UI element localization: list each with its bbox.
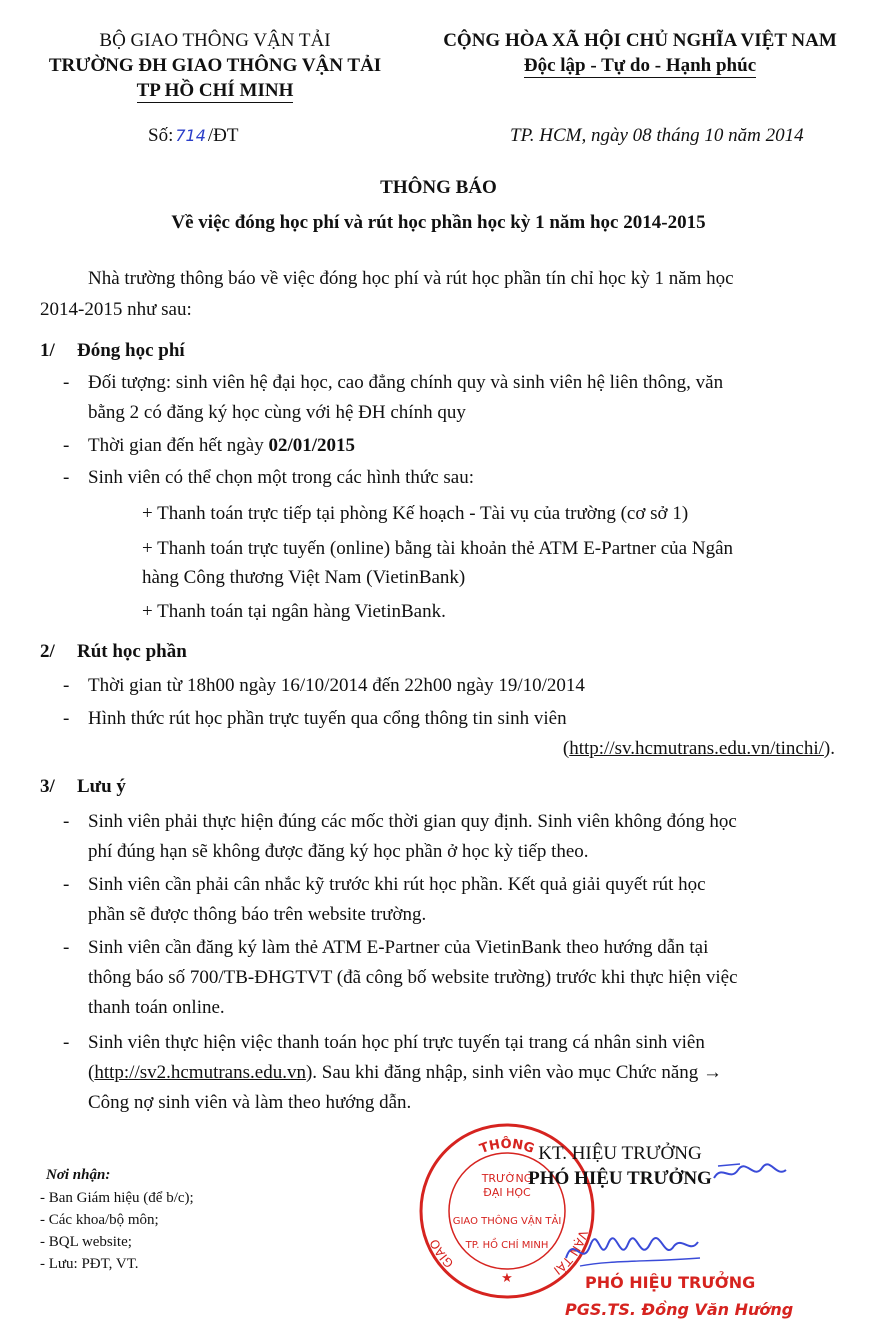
payment-option-1: + Thanh toán trực tiếp tại phòng Kế hoạch - Tài vụ của trường (cơ sở 1) [142,503,689,524]
page-subtitle: Về việc đóng học phí và rút học phần học kỳ 1 năm học 2014-2015 [171,212,706,233]
fee-deadline: 02/01/2015 [268,435,356,456]
s1-bullet-2 [88,435,355,457]
s2-bullet-2: Hình thức rút học phần trực tuyến qua cổng thông tin sinh viên [88,708,567,729]
s3-note-4-line-3: Công nợ sinh viên và làm theo hướng dẫn. [88,1092,412,1113]
s3-note-4-line-1: Sinh viên thực hiện việc thanh toán học phí trực tuyến tại trang cá nhân sinh viên [88,1032,705,1053]
section-3-number: 3/ [40,776,55,797]
seal-ring-top: THÔNG [477,1136,537,1157]
s3-note-3-line-1: Sinh viên cần đăng ký làm thẻ ATM E-Partner của VietinBank theo hướng dẫn tại [88,937,709,958]
bullet-dash: - [63,1032,70,1053]
bullet-dash: - [63,372,70,393]
recipient-item: - BQL website; [40,1234,132,1250]
seal-ring-right: VẬN TẢI [551,1228,591,1278]
recipient-item: - Các khoa/bộ môn; [40,1212,159,1228]
star-icon: ★ [501,1271,513,1286]
seal-inner-1: TRƯỜNG [481,1172,533,1185]
link-paren-open: ( [562,738,570,759]
section-1-number: 1/ [40,340,55,361]
bullet-dash: - [63,435,70,456]
intro-line-2: 2014-2015 như sau: [40,299,192,320]
s1-bullet-3: Sinh viên có thể chọn một trong các hình thức sau: [88,467,474,488]
signature-role-1: KT. HIỆU TRƯỞNG [538,1143,702,1164]
s1-bullet-1-line-1: Đối tượng: sinh viên hệ đại học, cao đẳng chính quy và sinh viên hệ liên thông, văn [88,372,724,393]
link-paren-close: ). [823,738,835,759]
payment-option-2-line-1: + Thanh toán trực tuyến (online) bằng tài khoản thẻ ATM E-Partner của Ngân [142,538,734,559]
s3-note-2-line-2: phần sẽ được thông báo trên website trường. [88,904,427,925]
school-city [40,80,390,102]
credit-portal-link[interactable]: http://sv.hcmutrans.edu.vn/tinchi/ [569,738,824,759]
s3-note-3-line-2: thông báo số 700/TB-ĐHGTVT (đã công bố website trường) trước khi thực hiện việc [88,967,738,988]
section-3-heading: Lưu ý [77,776,126,797]
seal-inner-2: ĐẠI HỌC [483,1186,531,1199]
payment-option-2-line-2: hàng Công thương Việt Nam (VietinBank) [142,567,466,588]
bullet-dash: - [63,708,70,729]
intro-line-1: Nhà trường thông báo về việc đóng học phí và rút học phần tín chỉ học kỳ 1 năm học [88,268,734,289]
payment-option-3: + Thanh toán tại ngân hàng VietinBank. [142,601,446,622]
document-number [148,125,239,147]
s3-note-1-line-1: Sinh viên phải thực hiện đúng các mốc thời gian quy định. Sinh viên không đóng học [88,811,737,832]
seal-ring-left: GIAO [427,1236,457,1271]
number-suffix: /ĐT [207,125,239,146]
seal-inner-3: GIAO THÔNG VẬN TẢI [452,1216,562,1227]
country-name: CỘNG HÒA XÃ HỘI CHỦ NGHĨA VIỆT NAM [443,30,837,51]
bullet-dash: - [63,874,70,895]
bullet-dash: - [63,467,70,488]
number-handwritten: 714 [175,126,206,145]
section-2-heading: Rút học phần [77,641,187,662]
s3-note-1-line-2: phí đúng hạn sẽ không được đăng ký học phần ở học kỳ tiếp theo. [88,841,589,862]
handwritten-signature-icon [560,1228,710,1273]
motto-text: Độc lập - Tự do - Hạnh phúc [523,55,757,76]
bullet-dash: - [63,675,70,696]
initials-signature-icon [710,1158,790,1188]
section-2-number: 2/ [40,641,55,662]
bullet-dash: - [63,811,70,832]
school-name: TRƯỜNG ĐH GIAO THÔNG VẬN TẢI [48,55,382,76]
section-1-heading: Đóng học phí [77,340,185,361]
s1-bullet-1-line-2: bằng 2 có đăng ký học cùng với hệ ĐH chính quy [88,402,466,423]
recipient-item: - Lưu: PĐT, VT. [40,1256,139,1272]
recipient-item: - Ban Giám hiệu (để b/c); [40,1190,194,1206]
page-title: THÔNG BÁO [380,177,497,198]
s2-bullet-1: Thời gian từ 18h00 ngày 16/10/2014 đến 22h00 ngày 19/10/2014 [88,675,585,696]
s1-bullet-2-text: Thời gian đến hết ngày [88,435,269,456]
seal-inner-4: TP. HỒ CHÍ MINH [465,1240,549,1251]
s2-link-line [563,738,835,760]
recipients-title: Nơi nhận: [46,1167,111,1183]
s3-note-3-line-3: thanh toán online. [88,997,225,1018]
place-date: TP. HCM, ngày 08 tháng 10 năm 2014 [510,125,804,146]
number-prefix: Số: [148,125,174,146]
signer-name: PGS.TS. Đồng Văn Hướng [565,1300,794,1319]
motto [415,55,865,77]
ministry-name: BỘ GIAO THÔNG VẬN TẢI [99,30,331,51]
student-portal-link[interactable]: http://sv2.hcmutrans.edu.vn [94,1062,306,1083]
signature-role-2: PHÓ HIỆU TRƯỞNG [528,1168,712,1189]
link-paren-open: ( [88,1062,95,1083]
s3-note-2-line-1: Sinh viên cần phải cân nhắc kỹ trước khi rút học phần. Kết quả giải quyết rút học [88,874,706,895]
s3-note-4-rest: ). Sau khi đăng nhập, sinh viên vào mục Chức năng → [305,1062,723,1083]
school-city-text: TP HỒ CHÍ MINH [136,80,294,101]
s3-note-4-line-2 [88,1062,722,1084]
bullet-dash: - [63,937,70,958]
stamped-title: PHÓ HIỆU TRƯỞNG [585,1273,756,1292]
